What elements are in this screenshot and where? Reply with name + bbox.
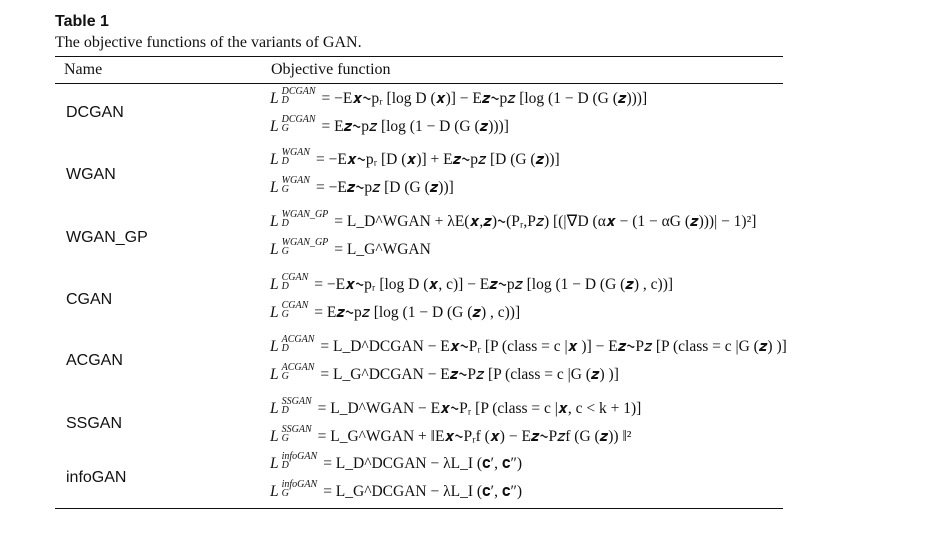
equation-body: = E𝒛∼p𝑧 [log (1 − D (G (𝒛)))]	[321, 118, 509, 135]
loss-scripts	[282, 452, 318, 470]
equation-body: = L_G^DCGAN − E𝒛∼P𝑧 [P (class = c |G (𝒛) )]	[320, 366, 619, 383]
equation-body: = L_D^WGAN − E𝒙∼Pᵣ [P (class = c |𝒙, c < k + 1)]	[317, 400, 642, 417]
loss-superscript: SSGAN	[281, 396, 312, 408]
bottom-rule	[55, 508, 783, 509]
loss-scripts	[282, 480, 318, 498]
loss-superscript: WGAN_GP	[281, 209, 329, 221]
loss-subscript: G	[281, 309, 289, 321]
top-rule	[55, 56, 783, 57]
loss-superscript: infoGAN	[281, 479, 318, 491]
loss-scripts	[282, 87, 316, 105]
loss-scripts	[282, 363, 315, 381]
table-title: The objective functions of the variants of GAN.	[55, 34, 362, 51]
objective-equation	[270, 451, 522, 477]
equation-body: = −E𝒛∼p𝑧 [D (G (𝒛))]	[315, 179, 454, 196]
loss-symbol: L	[270, 400, 279, 417]
loss-superscript: CGAN	[281, 272, 309, 284]
objective-equation	[270, 237, 431, 263]
loss-symbol: L	[270, 304, 279, 321]
header-rule	[55, 83, 783, 84]
table-label: Table 1	[55, 13, 109, 30]
loss-symbol: L	[270, 151, 279, 168]
loss-subscript: G	[281, 371, 289, 383]
loss-scripts	[282, 301, 309, 319]
loss-scripts	[282, 238, 329, 256]
objective-equation	[270, 424, 631, 450]
loss-superscript: ACGAN	[281, 334, 315, 346]
row-name: WGAN	[66, 166, 116, 183]
loss-subscript: D	[281, 281, 289, 293]
loss-scripts	[282, 425, 312, 443]
equation-body: = L_G^WGAN	[334, 241, 431, 258]
loss-symbol: L	[270, 455, 279, 472]
objective-equation	[270, 272, 673, 298]
equation-body: = −E𝒙∼pᵣ [D (𝒙)] + E𝒛∼p𝑧 [D (G (𝒛))]	[315, 151, 560, 168]
loss-symbol: L	[270, 428, 279, 445]
loss-scripts	[282, 273, 309, 291]
objective-equation	[270, 396, 641, 422]
objective-equation	[270, 114, 509, 140]
objective-equation	[270, 86, 647, 112]
equation-body: = L_D^WGAN + λE(𝒙,𝒛)∼(Pᵣ,P𝑧) [(|∇D (α𝒙 − (1 − αG (𝒛)))| − 1)²]	[334, 213, 757, 230]
objective-equation	[270, 175, 454, 201]
table-caption	[55, 12, 795, 53]
loss-scripts	[282, 335, 315, 353]
equation-body: = −E𝒙∼pᵣ [log D (𝒙)] − E𝒛∼p𝑧 [log (1 − D (G (𝒛)))]	[321, 90, 648, 107]
row-name: ACGAN	[66, 352, 123, 369]
loss-superscript: DCGAN	[281, 114, 316, 126]
loss-scripts	[282, 397, 312, 415]
loss-symbol: L	[270, 338, 279, 355]
objective-equation	[270, 362, 619, 388]
loss-superscript: WGAN	[281, 175, 310, 187]
loss-symbol: L	[270, 366, 279, 383]
loss-symbol: L	[270, 118, 279, 135]
objective-equation	[270, 334, 787, 360]
loss-superscript: SSGAN	[281, 424, 312, 436]
header-objective: Objective function	[271, 61, 391, 78]
header-name: Name	[64, 61, 103, 78]
loss-superscript: WGAN	[281, 147, 310, 159]
loss-superscript: infoGAN	[281, 451, 318, 463]
loss-subscript: G	[281, 488, 289, 500]
loss-subscript: D	[281, 460, 289, 472]
objective-equation	[270, 479, 522, 505]
equation-body: = −E𝒙∼pᵣ [log D (𝒙, c)] − E𝒛∼p𝑧 [log (1 − D (G (𝒛) , c))]	[314, 276, 674, 293]
loss-subscript: D	[281, 218, 289, 230]
loss-symbol: L	[270, 276, 279, 293]
loss-subscript: D	[281, 156, 289, 168]
equation-body: = E𝒛∼p𝑧 [log (1 − D (G (𝒛) , c))]	[314, 304, 521, 321]
loss-superscript: CGAN	[281, 300, 309, 312]
objective-equation	[270, 300, 520, 326]
row-name: DCGAN	[66, 104, 124, 121]
loss-symbol: L	[270, 90, 279, 107]
loss-subscript: G	[281, 433, 289, 445]
equation-body: = L_G^WGAN + ‖E𝒙∼Pᵣf (𝒙) − E𝒛∼P𝑧f (G (𝒛)) ‖²	[317, 428, 632, 445]
loss-superscript: DCGAN	[281, 86, 316, 98]
loss-subscript: G	[281, 184, 289, 196]
loss-subscript: D	[281, 95, 289, 107]
loss-scripts	[282, 115, 316, 133]
equation-body: = L_G^DCGAN − λL_I (𝐜′, 𝐜″)	[323, 483, 523, 500]
loss-symbol: L	[270, 213, 279, 230]
loss-subscript: D	[281, 405, 289, 417]
equation-body: = L_D^DCGAN − E𝒙∼Pᵣ [P (class = c |𝒙 )] − E𝒛∼P𝑧 [P (class = c |G (𝒛) )]	[320, 338, 787, 355]
objective-equation	[270, 147, 560, 173]
loss-subscript: G	[281, 246, 289, 258]
objective-equation	[270, 209, 756, 235]
loss-symbol: L	[270, 483, 279, 500]
loss-symbol: L	[270, 241, 279, 258]
loss-superscript: WGAN_GP	[281, 237, 329, 249]
row-name: SSGAN	[66, 415, 123, 432]
loss-scripts	[282, 210, 329, 228]
loss-subscript: D	[281, 343, 289, 355]
loss-symbol: L	[270, 179, 279, 196]
row-name: WGAN_GP	[66, 229, 148, 246]
loss-superscript: ACGAN	[281, 362, 315, 374]
row-name: CGAN	[66, 291, 113, 308]
loss-subscript: G	[281, 123, 289, 135]
loss-scripts	[282, 176, 310, 194]
loss-scripts	[282, 148, 310, 166]
equation-body: = L_D^DCGAN − λL_I (𝐜′, 𝐜″)	[323, 455, 523, 472]
row-name: infoGAN	[66, 469, 127, 486]
